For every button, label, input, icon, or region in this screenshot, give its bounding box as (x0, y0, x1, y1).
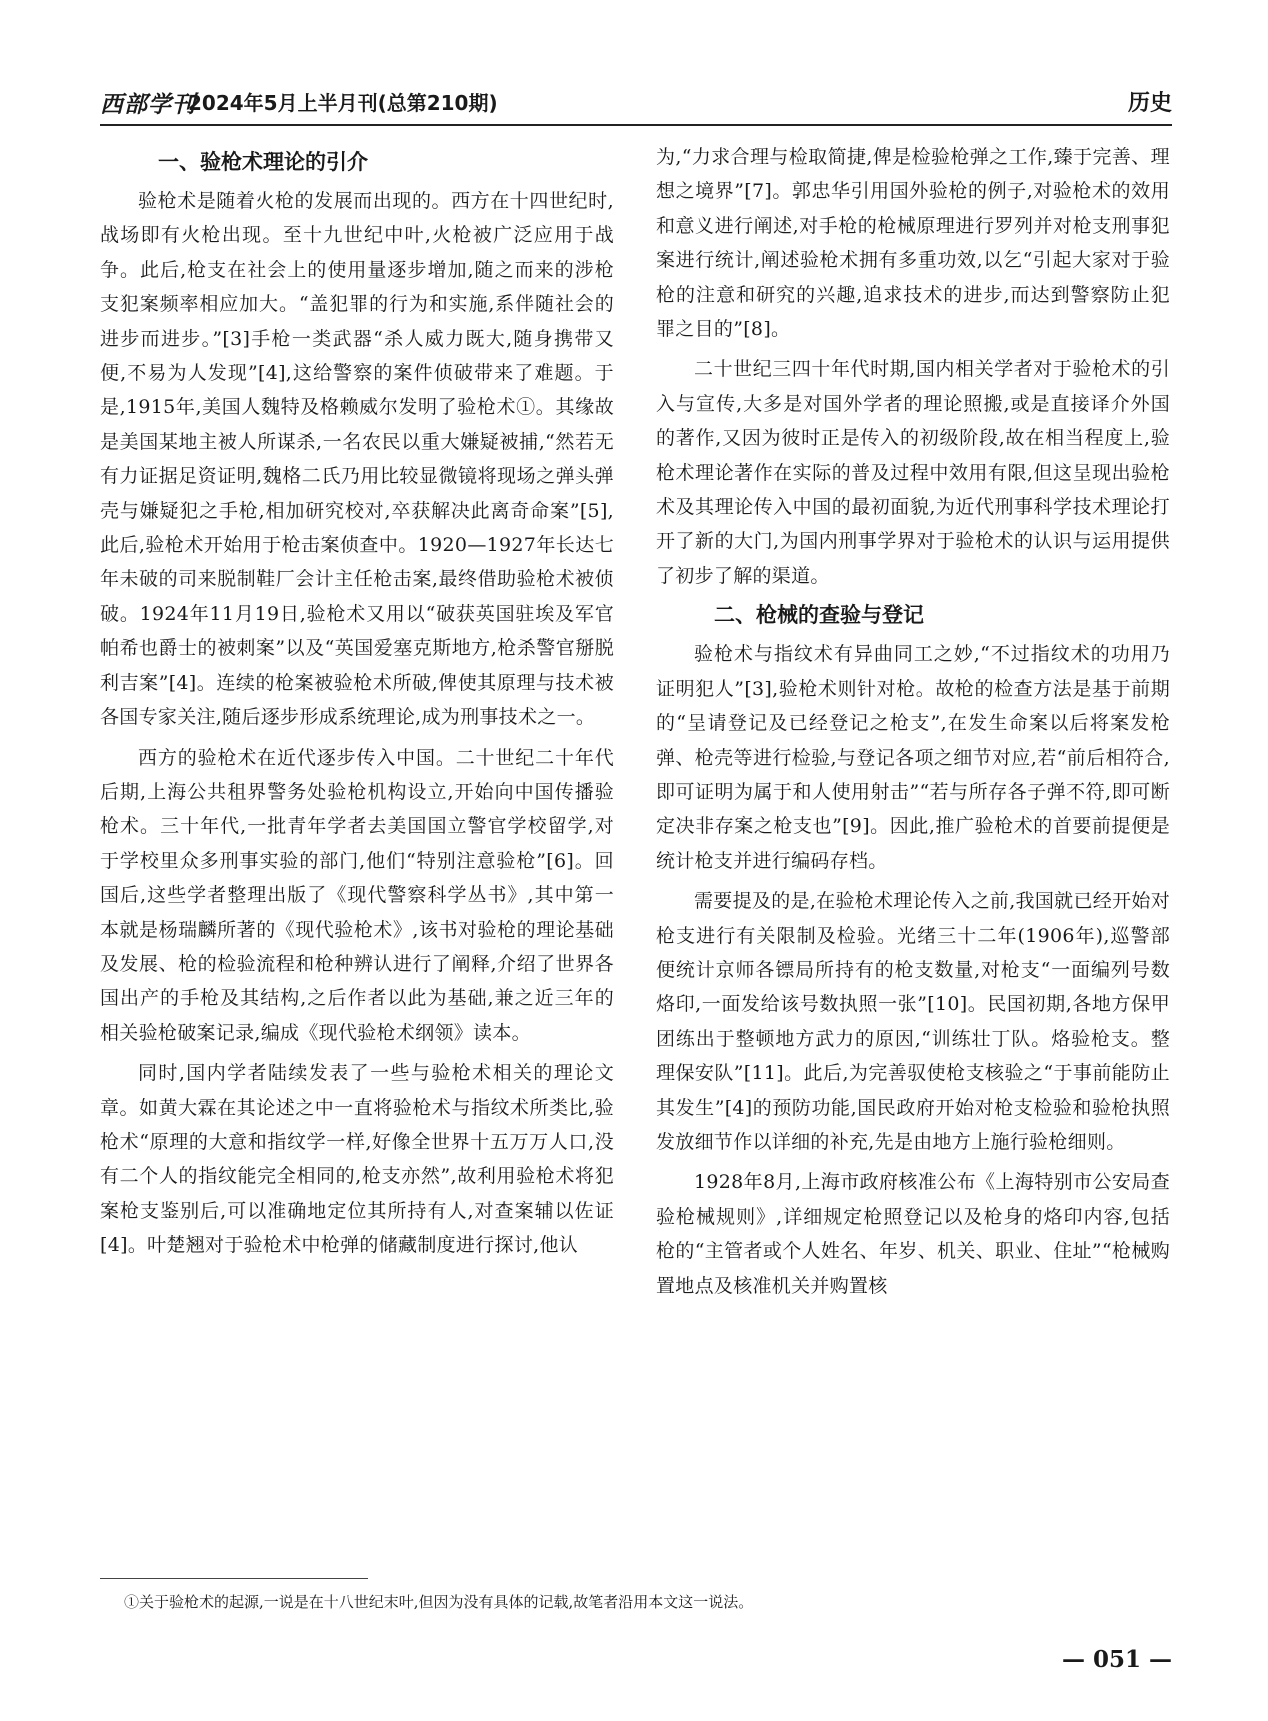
journal-logo: 西部学刊 (100, 91, 196, 118)
running-header (100, 84, 1172, 124)
header-rule (100, 124, 1172, 126)
body-paragraph: 需要提及的是,在验枪术理论传入之前,我国就已经开始对枪支进行有关限制及检验。光绪三十二年(1906年),巡警部便统计京师各镖局所持有的枪支数量,对枪支“一面编列号数烙印,一面发给该号数执照一张”[10]。民国初期,各地方保甲团练出于整顿地方武力的原因,“训练壮丁队。烙验枪支。整理保安队”[11]。此后,为完善驭使枪支核验之“于事前能防止其发生”[4]的预防功能,国民政府开始对枪支检验和验枪执照发放细节作以详细的补充,先是由地方上施行验枪细则。 (656, 890, 1170, 1153)
footnote: ①关于验枪术的起源,一说是在十八世纪末叶,但因为没有具体的记载,故笔者沿用本文这一说法。 (124, 1593, 754, 1611)
section-heading-2: 二、枪械的查验与登记 (714, 603, 924, 628)
page-number: — 051 — (1061, 1646, 1172, 1673)
body-paragraph: 二十世纪三四十年代时期,国内相关学者对于验枪术的引入与宣传,大多是对国外学者的理论照搬,或是直接译介外国的著作,又因为彼时正是传入的初级阶段,故在相当程度上,验枪术理论著作在实际的普及过程中效用有限,但这呈现出验枪术及其理论传入中国的最初面貌,为近代刑事科学技术理论打开了新的大门,为国内刑事学界对于验枪术的认识与运用提供了初步了解的渠道。 (656, 358, 1170, 587)
section-heading-1: 一、验枪术理论的引介 (158, 150, 368, 174)
section-name: 历史 (1127, 91, 1172, 116)
issue-info: 2024年5月上半月刊(总第210期) (188, 91, 498, 115)
footnote-rule (100, 1578, 368, 1579)
right-column (656, 140, 1170, 1309)
left-column (100, 140, 614, 1269)
body-paragraph: 验枪术与指纹术有异曲同工之妙,“不过指纹术的功用乃证明犯人”[3],验枪术则针对枪。故枪的检查方法是基于前期的“呈请登记及已经登记之枪支”,在发生命案以后将案发枪弹、枪壳等进行检验,与登记各项之细节对应,若“前后相符合,即可证明为属于和人使用射击”“若与所存各子弹不符,即可断定决非存案之枪支也”[9]。因此,推广验枪术的首要前提便是统计枪支并进行编码存档。 (656, 643, 1170, 872)
body-paragraph-continued: 为,“力求合理与检取简捷,俾是检验枪弹之工作,臻于完善、理想之境界”[7]。郭忠华引用国外验枪的例子,对验枪术的效用和意义进行阐述,对手枪的枪械原理进行罗列并对枪支刑事犯案进行统计,阐述验枪术拥有多重功效,以乞“引起大家对于验枪的注意和研究的兴趣,追求技术的进步,而达到警察防止犯罪之目的”[8]。 (656, 146, 1170, 341)
body-paragraph: 同时,国内学者陆续发表了一些与验枪术相关的理论文章。如黄大霖在其论述之中一直将验枪术与指纹术所类比,验枪术“原理的大意和指纹学一样,好像全世界十五万万人口,没有二个人的指纹能完全相同的,枪支亦然”,故利用验枪术将犯案枪支鉴别后,可以准确地定位其所持有人,对查案辅以佐证[4]。叶楚翘对于验枪术中枪弹的储藏制度进行探讨,他认 (100, 1062, 614, 1257)
body-paragraph: 验枪术是随着火枪的发展而出现的。西方在十四世纪时,战场即有火枪出现。至十九世纪中叶,火枪被广泛应用于战争。此后,枪支在社会上的使用量逐步增加,随之而来的涉枪支犯案频率相应加大。“盖犯罪的行为和实施,系伴随社会的进步而进步。”[3]手枪一类武器“杀人威力既大,随身携带又便,不易为人发现”[4],这给警察的案件侦破带来了难题。于是,1915年,美国人魏特及格赖威尔发明了验枪术①。其缘故是美国某地主被人所谋杀,一名农民以重大嫌疑被捕,“然若无有力证据足资证明,魏格二氏乃用比较显微镜将现场之弹头弹壳与嫌疑犯之手枪,相加研究校对,卒获解决此离奇命案”[5],此后,验枪术开始用于枪击案侦查中。1920—1927年长达七年未破的司来脱制鞋厂会计主任枪击案,最终借助验枪术被侦破。1924年11月19日,验枪术又用以“破获英国驻埃及军官帕希也爵士的被刺案”以及“英国爱塞克斯地方,枪杀警官掰脱利吉案”[4]。连续的枪案被验枪术所破,俾使其原理与技术被各国专家关注,随后逐步形成系统理论,成为刑事技术之一。 (100, 190, 614, 729)
body-paragraph: 1928年8月,上海市政府核准公布《上海特别市公安局查验枪械规则》,详细规定枪照登记以及枪身的烙印内容,包括枪的“主管者或个人姓名、年岁、机关、职业、住址”“枪械购置地点及核准机关并购置核 (656, 1171, 1170, 1297)
body-paragraph: 西方的验枪术在近代逐步传入中国。二十世纪二十年代后期,上海公共租界警务处验枪机构设立,开始向中国传播验枪术。三十年代,一批青年学者去美国国立警官学校留学,对于学校里众多刑事实验的部门,他们“特别注意验枪”[6]。回国后,这些学者整理出版了《现代警察科学丛书》,其中第一本就是杨瑞麟所著的《现代验枪术》,该书对验枪的理论基础及发展、枪的检验流程和枪种辨认进行了阐释,介绍了世界各国出产的手枪及其结构,之后作者以此为基础,兼之近三年的相关验枪破案记录,编成《现代验枪术纲领》读本。 (100, 746, 614, 1044)
